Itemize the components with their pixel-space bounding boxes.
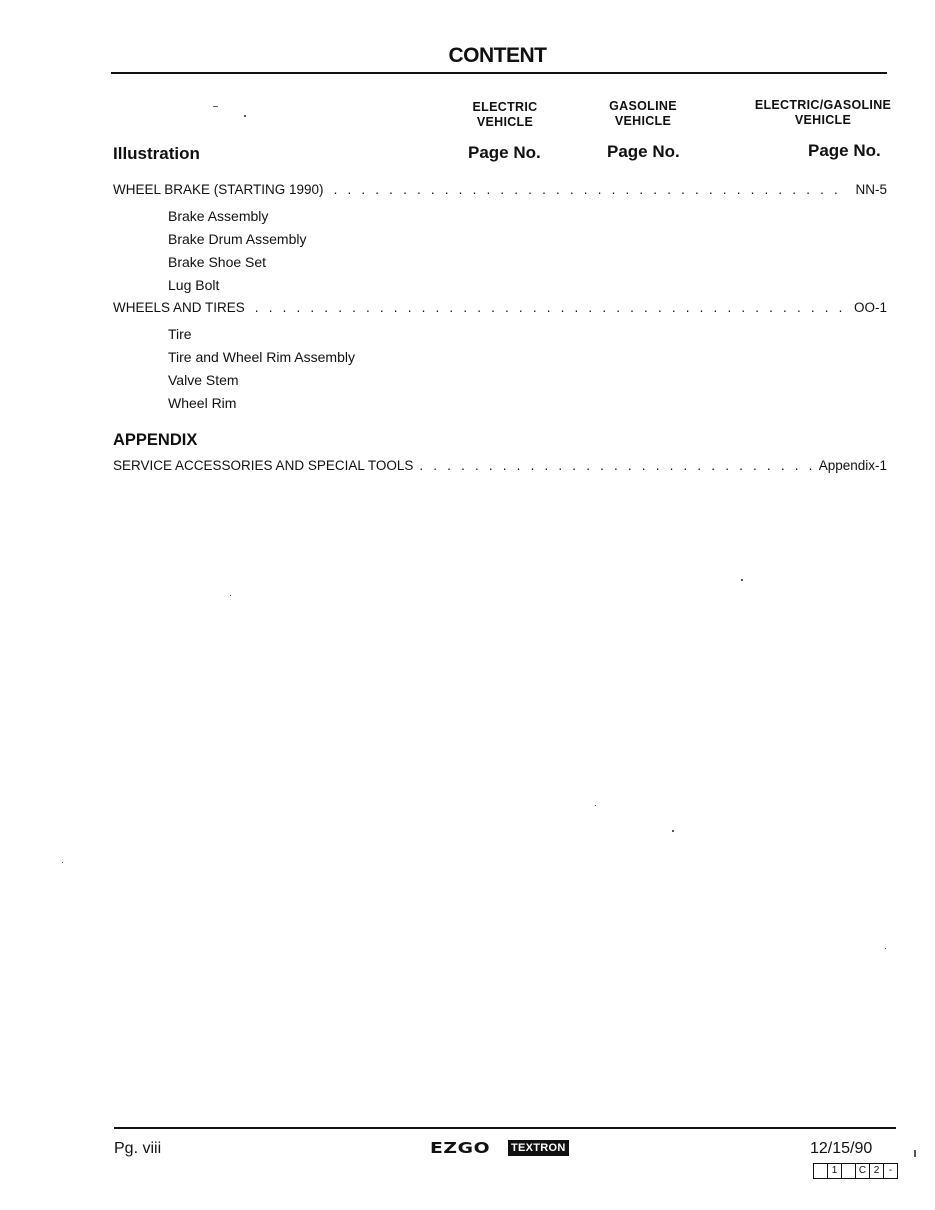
- column-header-line: GASOLINE: [609, 99, 677, 113]
- toc-subitem: Tire: [168, 326, 192, 342]
- page-no-electric-gasoline: Page No.: [808, 141, 881, 160]
- scan-speck: [595, 805, 596, 806]
- page-no-electric: Page No.: [468, 143, 541, 162]
- page-no-gasoline: Page No.: [607, 142, 680, 161]
- column-header-line: ELECTRIC: [472, 100, 538, 114]
- code-box: C: [856, 1164, 870, 1178]
- revision-code-boxes: [813, 1163, 898, 1179]
- toc-entry-title: WHEELS AND TIRES: [113, 300, 245, 315]
- toc-subitem: Lug Bolt: [168, 277, 220, 293]
- page-title: CONTENT: [448, 44, 547, 67]
- page-number: Pg. viii: [114, 1140, 162, 1157]
- scan-speck: [62, 862, 63, 863]
- scan-speck: [741, 579, 743, 581]
- scan-speck: [914, 1150, 916, 1157]
- toc-entry-title: WHEEL BRAKE (STARTING 1990): [113, 182, 324, 197]
- scan-speck: [885, 948, 886, 949]
- toc-subitem: Brake Assembly: [168, 208, 269, 224]
- code-box: [814, 1164, 828, 1178]
- toc-entry-page: Appendix-1: [818, 458, 887, 473]
- ezgo-textron-logo: [430, 1140, 569, 1156]
- toc-subitem: Valve Stem: [168, 372, 239, 388]
- illustration-label: Illustration: [113, 144, 200, 163]
- column-header-line: VEHICLE: [614, 114, 672, 128]
- logo-ezgo-text: EZGO: [430, 1139, 491, 1157]
- column-header-gasoline: [593, 99, 693, 129]
- dot-leader: [255, 300, 848, 315]
- dot-leader: [334, 182, 850, 197]
- column-header-electric-gasoline: [738, 98, 908, 128]
- footer-rule: [114, 1127, 896, 1129]
- toc-subitem: Brake Shoe Set: [168, 254, 267, 270]
- toc-entry-page: NN-5: [855, 182, 887, 197]
- code-box: -: [888, 1165, 893, 1176]
- toc-subitem: Wheel Rim: [168, 395, 237, 411]
- scan-speck: [230, 595, 231, 596]
- toc-entry-service-accessories: [113, 458, 887, 473]
- scan-speck: [672, 830, 674, 832]
- toc-entry-wheel-brake: [113, 182, 887, 197]
- code-box: [842, 1164, 856, 1178]
- toc-entry-title: SERVICE ACCESSORIES AND SPECIAL TOOLS: [113, 458, 414, 473]
- dot-leader: [419, 458, 812, 473]
- toc-entry-page: OO-1: [853, 300, 887, 315]
- toc-subitem: Brake Drum Assembly: [168, 231, 307, 247]
- logo-textron-text: TEXTRON: [508, 1140, 569, 1156]
- revision-date: 12/15/90: [810, 1140, 873, 1157]
- scan-speck: [213, 106, 218, 107]
- scan-speck: [244, 115, 246, 117]
- header-rule: [111, 72, 887, 74]
- column-header-line: VEHICLE: [794, 113, 852, 127]
- toc-entry-wheels-and-tires: [113, 300, 887, 315]
- appendix-heading: APPENDIX: [113, 431, 198, 449]
- toc-subitem: Tire and Wheel Rim Assembly: [168, 349, 355, 365]
- column-header-line: ELECTRIC/GASOLINE: [754, 98, 892, 112]
- column-header-line: VEHICLE: [476, 115, 534, 129]
- code-box: 1: [828, 1164, 842, 1178]
- code-box: 2: [870, 1164, 884, 1178]
- column-header-electric: [455, 100, 555, 130]
